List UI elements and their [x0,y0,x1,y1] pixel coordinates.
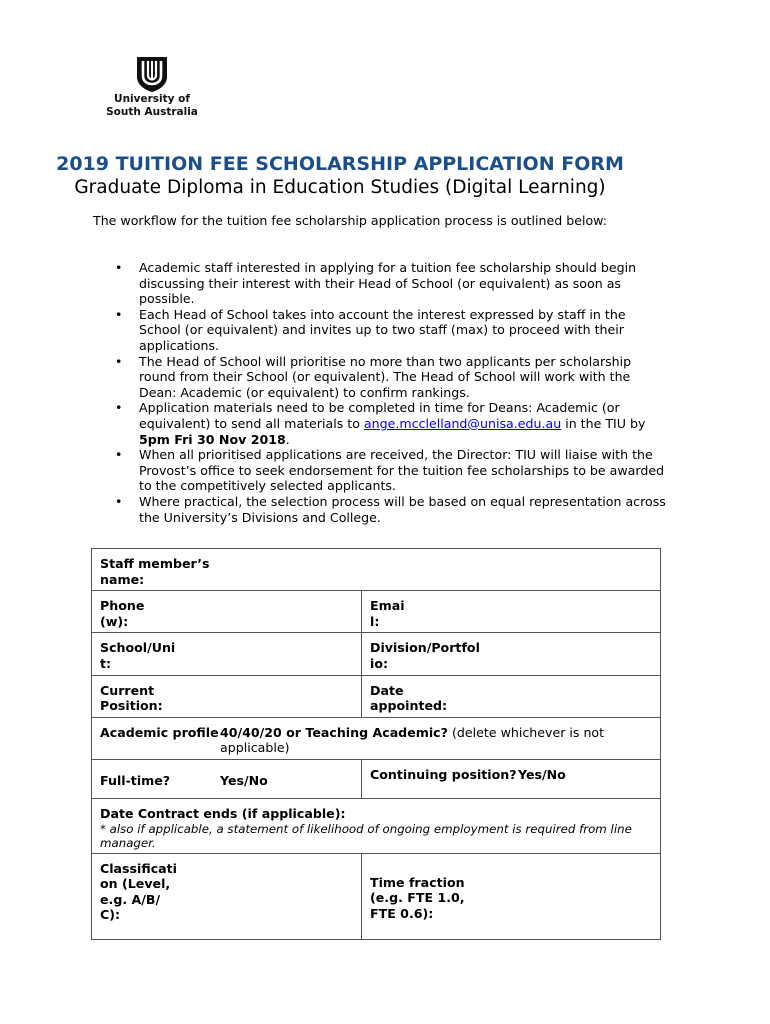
unisa-crest-icon [135,55,169,93]
time-fraction-label: Time fraction (e.g. FTE 1.0, FTE 0.6): [370,874,465,921]
email-field[interactable] [362,591,661,633]
academic-profile-field[interactable] [92,717,661,759]
classification-field[interactable] [92,853,362,939]
position-field[interactable] [92,675,362,717]
bullet-text-mid: in the TIU by [561,415,646,431]
list-item: • When all prioritised applications are received, the Director: TIU will liaise with the Provost’s office to seek endorsement for the tuition fee scholarships to be awarded to the competitively selected applicants. [115,447,665,494]
email-label: Email: [370,598,405,629]
list-item: • Each Head of School takes into account the interest expressed by staff in the School (or equivalent) and invites up to two staff (max) to proceed with their applications. [115,306,626,353]
classification-label: Classification (Level, e.g. A/B/C): [100,860,178,923]
continuing-value[interactable]: Yes/No [518,766,566,782]
logo-text-line1: University of [114,93,190,105]
phone-field[interactable] [92,591,362,633]
fulltime-field[interactable] [92,759,362,798]
contract-end-label: Date Contract ends (if applicable): [100,805,346,821]
logo-text-line2: South Australia [106,106,198,118]
time-fraction-field[interactable] [362,853,661,939]
contract-end-note: * also if applicable, a statement of likelihood of ongoing employment is required from line manager. [100,821,632,850]
fulltime-value[interactable]: Yes/No [220,773,268,789]
form-subtitle: Graduate Diploma in Education Studies (Digital Learning) [74,177,606,198]
bullet-text: When all prioritised applications are received, the Director: TIU will liaise with the Provost’s office to seek endorsement for the tuition fee scholarships to be awarded to the competitively selected applicants. [139,447,665,494]
application-form-table [91,548,661,940]
university-logo [106,55,198,119]
list-item: • Where practical, the selection process will be based on equal representation across the University’s Divisions and College. [115,493,666,525]
workflow-list [93,260,668,525]
bullet-text: The Head of School will prioritise no more than two applicants per scholarship round from their School (or equivalent). The Head of School will work with the Dean: Academic (or equivalent) to confirm rankings. [139,353,632,400]
academic-profile-label: Academic profile [100,724,219,740]
bullet-text-end: . [285,431,290,447]
phone-label: Phone (w): [100,598,145,629]
list-item: • The Head of School will prioritise no more than two applicants per scholarship round from their School (or equivalent). The Head of School will work with the Dean: Academic (or equivalent) to confirm rankings. [115,353,632,400]
staff-name-field[interactable] [92,549,661,591]
deadline-text: 5pm Fri 30 Nov 2018 [139,431,286,447]
school-label: School/Unit: [100,640,176,671]
form-title: 2019 TUITION FEE SCHOLARSHIP APPLICATION FORM [56,153,624,175]
bullet-text: Application materials need to be completed in time for Deans: Academic (or equivalent) to send all materials to [139,400,620,431]
list-item: • Application materials need to be completed in time for Deans: Academic (or equivalent) to send all materials to ange.mcclelland@unisa.edu.au in the TIU by 5pm Fri 30 Nov 2018. [115,400,646,447]
fulltime-label: Full-time? [100,773,171,789]
bullet-text: Academic staff interested in applying for a tuition fee scholarship should begin discussing their interest with their Head of School (or equivalent) as soon as possible. [139,260,637,307]
intro-paragraph: The workflow for the tuition fee scholarship application process is outlined below: [93,213,608,228]
continuing-field[interactable] [362,759,661,798]
bullet-text: Where practical, the selection process will be based on equal representation across the University’s Divisions and College. [139,493,666,525]
division-field[interactable] [362,633,661,675]
email-link[interactable]: ange.mcclelland@unisa.edu.au [363,415,562,431]
staff-name-label: Staff member’s name: [100,556,210,587]
bullet-text: Each Head of School takes into account the interest expressed by staff in the School (or equivalent) and invites up to two staff (max) to proceed with their applications. [139,306,626,353]
profile-note: (delete whichever is not applicable) [220,724,605,756]
school-field[interactable] [92,633,362,675]
position-label: Current Position: [100,682,163,714]
division-label: Division/Portfolio: [370,640,480,671]
profile-option: 40/40/20 or Teaching Academic? [220,724,448,740]
date-appointed-label: Date appointed: [370,682,448,714]
continuing-label: Continuing position? [370,766,517,782]
list-item: • Academic staff interested in applying for a tuition fee scholarship should begin discussing their interest with their Head of School (or equivalent) as soon as possible. [115,260,637,307]
date-appointed-field[interactable] [362,675,661,717]
contract-end-field[interactable] [92,798,661,853]
